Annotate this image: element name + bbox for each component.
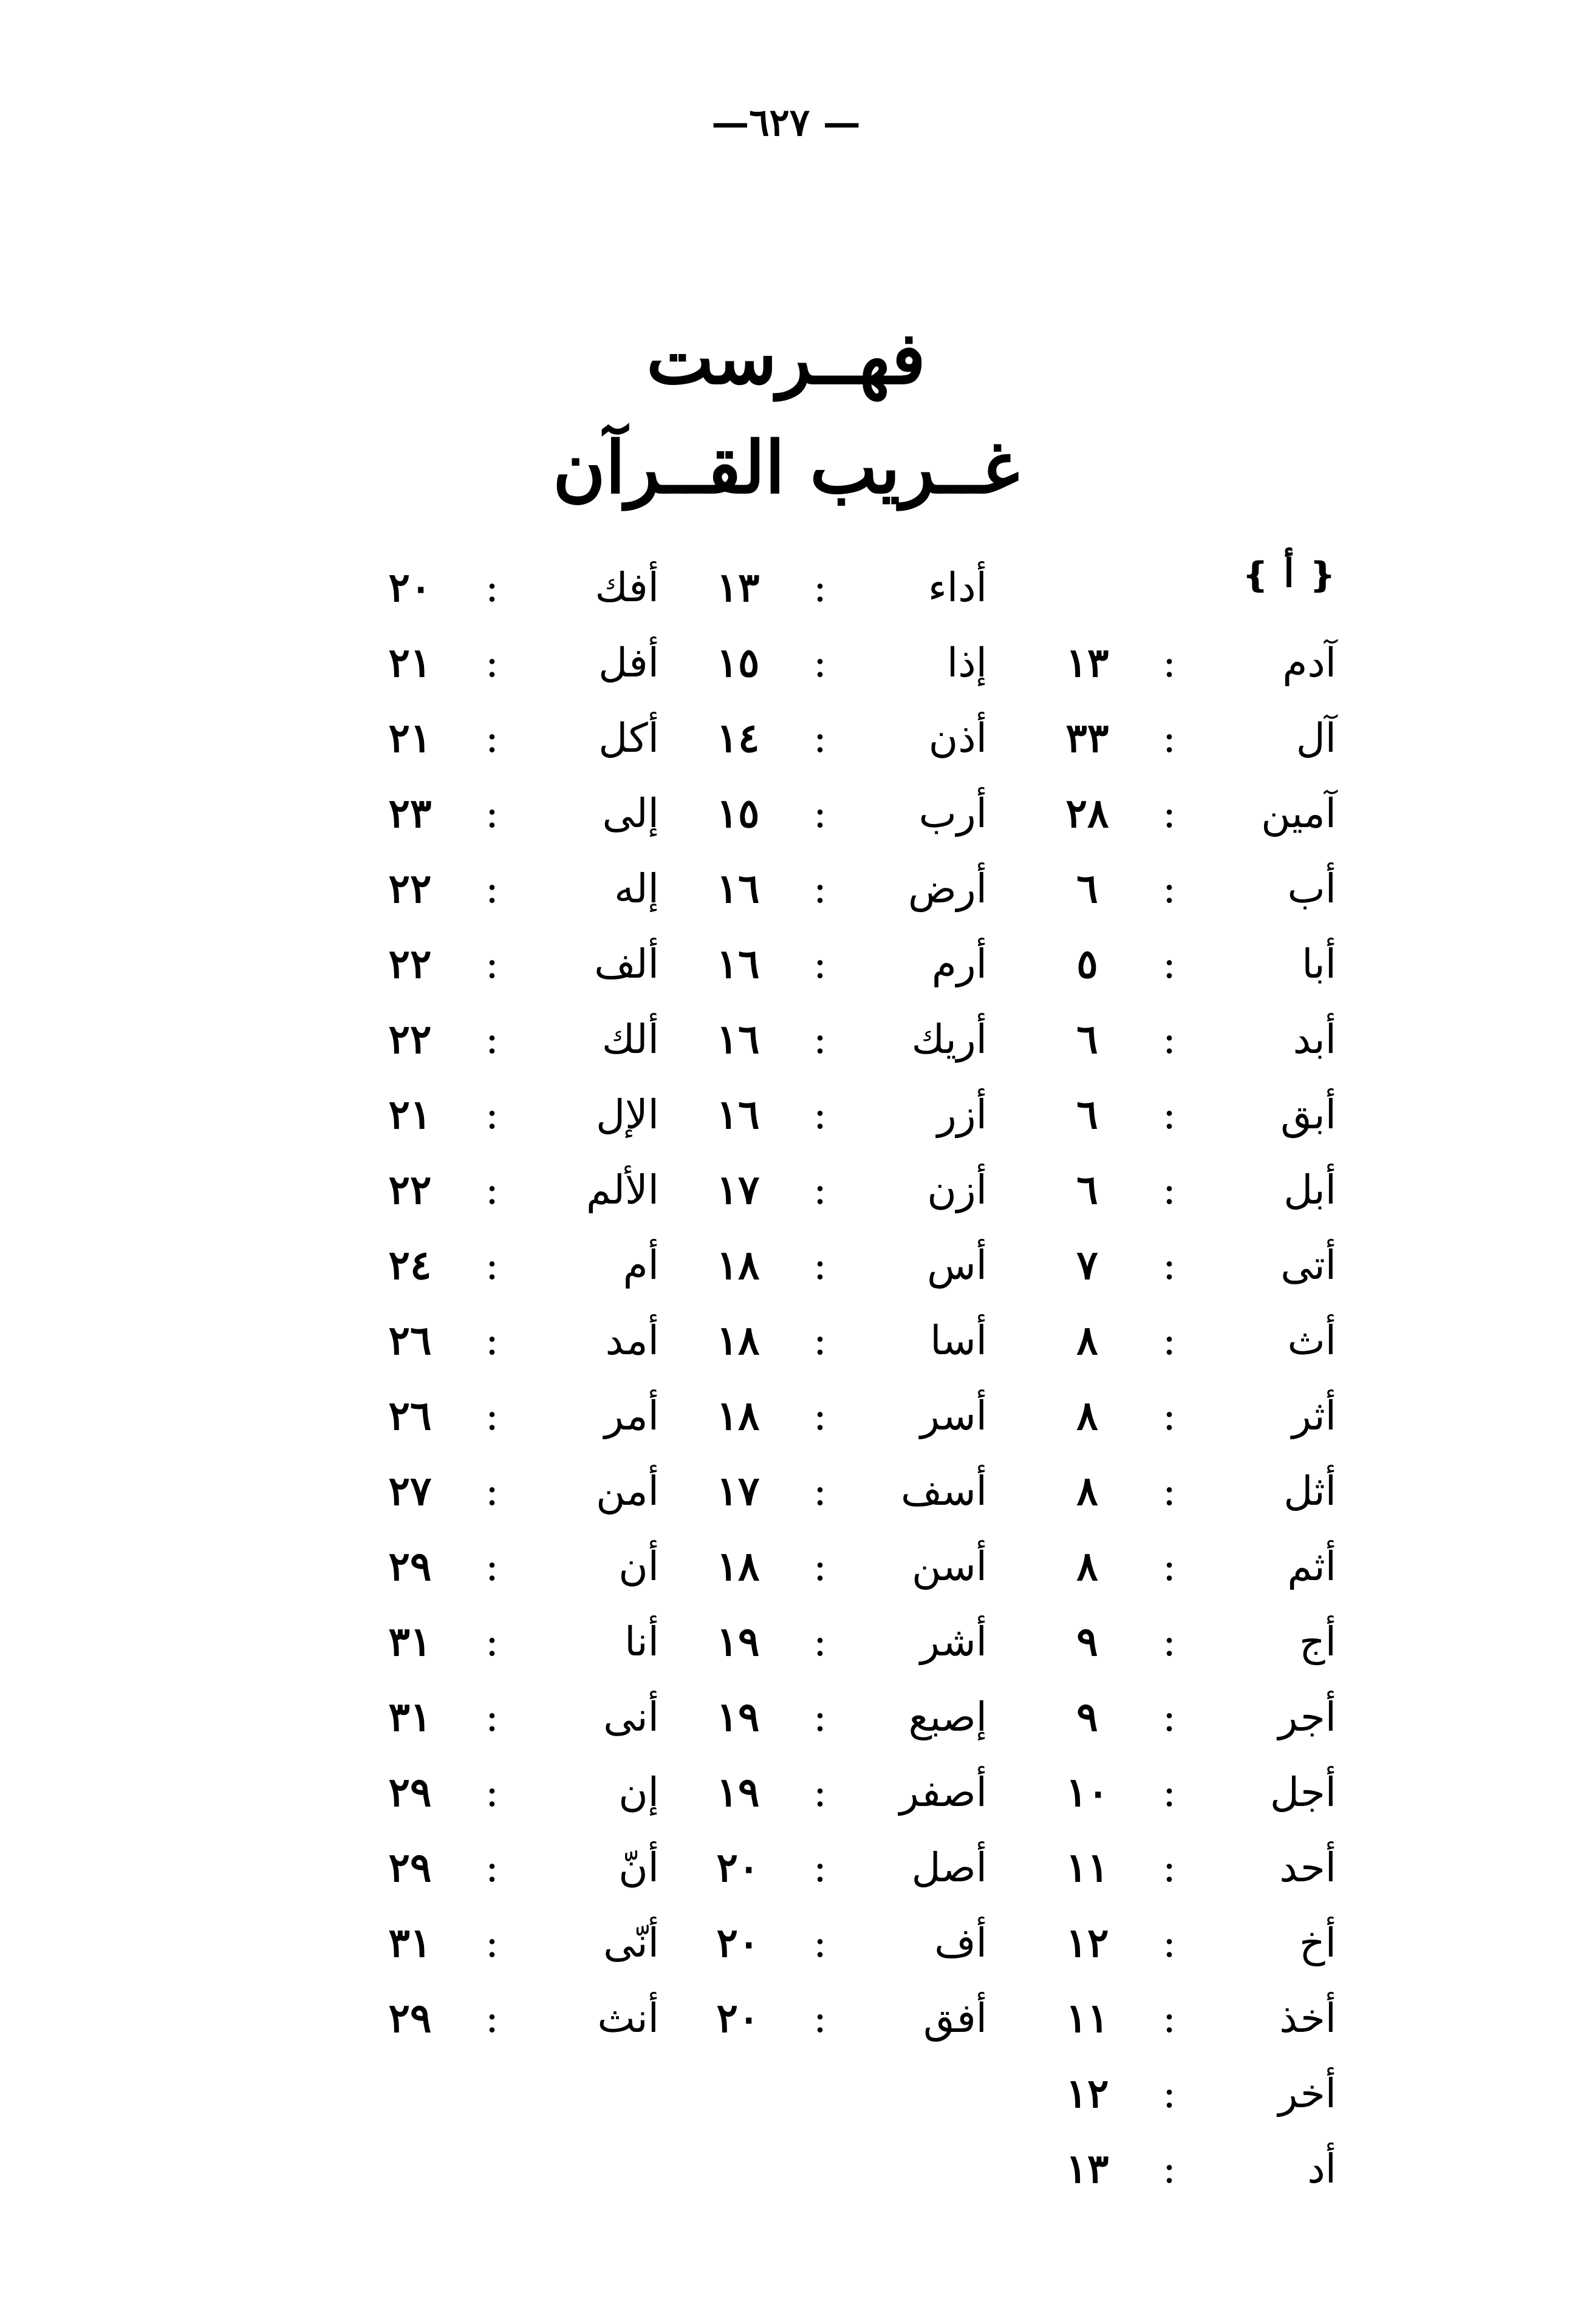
index-entry-page: ١٢ bbox=[1065, 2070, 1109, 2117]
index-entry-word: إلى bbox=[602, 789, 659, 837]
index-entry-word: أبل bbox=[1283, 1166, 1336, 1213]
index-entry-page: ٢١ bbox=[388, 1091, 432, 1138]
index-entry-separator: : bbox=[1162, 1618, 1177, 1665]
index-entry-separator: : bbox=[1162, 1015, 1177, 1063]
index-entry-word: أزر bbox=[937, 1091, 987, 1138]
section-letter: أ bbox=[1283, 551, 1294, 596]
index-entry bbox=[1008, 1152, 1348, 1227]
index-entry-page: ٣١ bbox=[388, 1693, 432, 1740]
index-entry bbox=[659, 1378, 999, 1453]
index-entry-separator: : bbox=[485, 1166, 499, 1213]
index-entry-page: ١٨ bbox=[716, 1392, 760, 1439]
index-entry bbox=[659, 1905, 999, 1980]
index-entry-word: آمين bbox=[1261, 789, 1336, 837]
index-entry-word: أسر bbox=[920, 1392, 987, 1439]
index-entry bbox=[331, 1453, 671, 1528]
index-entry-page: ١٨ bbox=[716, 1542, 760, 1590]
index-entry bbox=[331, 851, 671, 926]
index-entry-word: أداء bbox=[928, 564, 987, 611]
index-entry bbox=[331, 926, 671, 1001]
index-entry bbox=[1008, 1227, 1348, 1303]
index-entry-word: أس bbox=[927, 1241, 987, 1289]
index-entry-separator: : bbox=[1162, 1919, 1177, 1966]
index-entry-separator: : bbox=[813, 1844, 827, 1891]
index-entry-page: ٨ bbox=[1076, 1317, 1098, 1364]
index-entry-page: ٥ bbox=[1076, 940, 1098, 987]
index-entry bbox=[331, 1152, 671, 1227]
index-entry-separator: : bbox=[813, 714, 827, 762]
index-column-middle bbox=[659, 550, 999, 2056]
index-entry-separator: : bbox=[813, 639, 827, 686]
index-entry bbox=[331, 625, 671, 700]
index-entry-page: ١٩ bbox=[716, 1768, 760, 1816]
index-entry-separator: : bbox=[485, 1317, 499, 1364]
index-entry-word: أصفر bbox=[899, 1768, 987, 1816]
index-entry bbox=[659, 1227, 999, 1303]
index-entry-word: إذا bbox=[946, 639, 987, 686]
index-entry bbox=[1008, 1303, 1348, 1378]
index-entry-word: أصل bbox=[911, 1844, 987, 1891]
index-entry-word: أمن bbox=[596, 1467, 659, 1515]
index-entry-page: ٣١ bbox=[388, 1919, 432, 1966]
index-entry-page: ٢٦ bbox=[388, 1392, 432, 1439]
index-entry-separator: : bbox=[485, 789, 499, 837]
index-entry-word: أرم bbox=[931, 940, 987, 987]
index-entry-word: أرب bbox=[918, 789, 987, 837]
index-entry-word: إن bbox=[618, 1768, 659, 1816]
index-entry bbox=[331, 1679, 671, 1754]
index-entry-separator: : bbox=[813, 1467, 827, 1515]
index-entry-separator: : bbox=[813, 789, 827, 837]
index-entry-word: أثر bbox=[1291, 1392, 1336, 1439]
index-entry-word: أرض bbox=[907, 865, 987, 912]
section-header-alif bbox=[1008, 550, 1348, 625]
index-entry-separator: : bbox=[813, 1994, 827, 2042]
index-entry-page: ٢٤ bbox=[388, 1241, 432, 1289]
index-entry-word: أبا bbox=[1302, 940, 1336, 987]
index-entry bbox=[1008, 2056, 1348, 2131]
index-entry-word: إصبع bbox=[908, 1693, 987, 1740]
index-entry bbox=[659, 1453, 999, 1528]
index-entry-separator: : bbox=[485, 1015, 499, 1063]
index-entry bbox=[331, 1528, 671, 1604]
index-entry bbox=[331, 1378, 671, 1453]
index-entry-page: ٢٩ bbox=[388, 1542, 432, 1590]
index-entry bbox=[331, 1227, 671, 1303]
index-entry-page: ٢٠ bbox=[388, 564, 432, 611]
index-entry-separator: : bbox=[485, 1618, 499, 1665]
index-entry bbox=[1008, 1001, 1348, 1077]
index-entry bbox=[659, 1980, 999, 2056]
index-entry-separator: : bbox=[485, 1919, 499, 1966]
index-entry-separator: : bbox=[1162, 1241, 1177, 1289]
index-entry-separator: : bbox=[485, 1241, 499, 1289]
index-entry-word: أشر bbox=[920, 1618, 987, 1665]
index-entry-separator: : bbox=[813, 1091, 827, 1138]
index-entry-separator: : bbox=[485, 714, 499, 762]
index-entry bbox=[331, 550, 671, 625]
index-entry bbox=[1008, 775, 1348, 851]
index-entry bbox=[1008, 625, 1348, 700]
index-entry-page: ٢٣ bbox=[388, 789, 432, 837]
index-entry-page: ٢١ bbox=[388, 714, 432, 762]
index-entry-page: ٢٧ bbox=[388, 1467, 432, 1515]
index-entry bbox=[1008, 1453, 1348, 1528]
index-entry-separator: : bbox=[485, 564, 499, 611]
index-entry-separator: : bbox=[813, 1693, 827, 1740]
index-entry-separator: : bbox=[1162, 2070, 1177, 2117]
index-entry bbox=[331, 1604, 671, 1679]
index-entry-page: ١٦ bbox=[716, 940, 760, 987]
index-entry bbox=[331, 1980, 671, 2056]
index-entry bbox=[331, 775, 671, 851]
index-entry-page: ٢٢ bbox=[388, 1015, 432, 1063]
index-entry bbox=[659, 1001, 999, 1077]
index-entry-separator: : bbox=[1162, 1693, 1177, 1740]
index-entry-page: ٢٠ bbox=[716, 1844, 760, 1891]
index-entry-word: أجل bbox=[1270, 1768, 1336, 1816]
index-entry-word: أفق bbox=[923, 1994, 987, 2042]
index-entry-word: أخذ bbox=[1279, 1994, 1336, 2042]
index-entry-word: أثم bbox=[1287, 1542, 1336, 1590]
index-entry bbox=[1008, 1754, 1348, 1830]
index-entry bbox=[331, 700, 671, 775]
index-entry-separator: : bbox=[1162, 1844, 1177, 1891]
index-entry-word: آل bbox=[1296, 714, 1336, 762]
index-entry bbox=[331, 1754, 671, 1830]
index-entry bbox=[1008, 1679, 1348, 1754]
index-entry-page: ٦ bbox=[1076, 1015, 1098, 1063]
index-entry-word: أذن bbox=[928, 714, 987, 762]
index-entry-separator: : bbox=[813, 1542, 827, 1590]
index-entry bbox=[1008, 1905, 1348, 1980]
index-entry-separator: : bbox=[813, 940, 827, 987]
index-entry-page: ١٢ bbox=[1065, 1919, 1109, 1966]
index-entry-page: ٢٠ bbox=[716, 1994, 760, 2042]
index-entry-page: ٣٣ bbox=[1065, 714, 1109, 762]
index-entry-page: ٨ bbox=[1076, 1467, 1098, 1515]
index-entry bbox=[1008, 700, 1348, 775]
index-entry-word: أج bbox=[1299, 1618, 1336, 1665]
index-entry-word: أبق bbox=[1280, 1091, 1336, 1138]
index-entry-separator: : bbox=[1162, 1317, 1177, 1364]
index-entry-page: ١١ bbox=[1065, 1844, 1109, 1891]
index-entry-word: أفك bbox=[595, 564, 659, 611]
index-entry-separator: : bbox=[1162, 865, 1177, 912]
index-entry bbox=[659, 775, 999, 851]
index-title: فهــرست bbox=[646, 316, 926, 400]
index-entry-word: أنا bbox=[624, 1618, 659, 1665]
index-entry-page: ١٥ bbox=[716, 789, 760, 837]
index-entry-word: أف bbox=[934, 1919, 987, 1966]
ornament-left-icon: ❴ bbox=[1308, 555, 1336, 595]
index-entry-word: أجر bbox=[1278, 1693, 1336, 1740]
index-entry-page: ١٦ bbox=[716, 865, 760, 912]
index-entry-page: ٧ bbox=[1076, 1241, 1098, 1289]
index-entry bbox=[331, 1001, 671, 1077]
index-entry-separator: : bbox=[813, 1166, 827, 1213]
index-entry-word: أب bbox=[1287, 865, 1336, 912]
index-entry-page: ٢١ bbox=[388, 639, 432, 686]
index-column-left bbox=[331, 550, 671, 2056]
index-entry-word: أمد bbox=[605, 1317, 659, 1364]
page-number: — ٦٢٧— bbox=[711, 100, 861, 145]
index-entry-word: أم bbox=[623, 1241, 659, 1289]
index-entry-page: ١٤ bbox=[716, 714, 760, 762]
index-entry bbox=[1008, 1528, 1348, 1604]
index-entry-page: ٢٦ bbox=[388, 1317, 432, 1364]
index-entry-page: ٦ bbox=[1076, 1091, 1098, 1138]
index-entry bbox=[1008, 1378, 1348, 1453]
index-entry-page: ٩ bbox=[1076, 1618, 1098, 1665]
index-entry-separator: : bbox=[1162, 1091, 1177, 1138]
index-entry-word: أسف bbox=[901, 1467, 987, 1515]
index-entry bbox=[659, 625, 999, 700]
index-subtitle: غــريب القــرآن bbox=[553, 425, 1019, 509]
index-entry-word: أفل bbox=[598, 639, 659, 686]
index-entry-separator: : bbox=[1162, 1392, 1177, 1439]
index-entry-page: ٢٩ bbox=[388, 1994, 432, 2042]
index-entry-separator: : bbox=[813, 865, 827, 912]
index-entry bbox=[659, 1303, 999, 1378]
index-entry-separator: : bbox=[485, 1392, 499, 1439]
index-entry bbox=[659, 700, 999, 775]
index-entry-page: ١١ bbox=[1065, 1994, 1109, 2042]
index-entry bbox=[1008, 2131, 1348, 2206]
index-entry-separator: : bbox=[1162, 639, 1177, 686]
index-entry-page: ١٩ bbox=[716, 1618, 760, 1665]
index-entry-word: أزن bbox=[927, 1166, 987, 1213]
index-entry-word: الإل bbox=[596, 1091, 659, 1138]
index-entry-separator: : bbox=[1162, 1467, 1177, 1515]
index-entry-word: آدم bbox=[1282, 639, 1336, 686]
index-entry-separator: : bbox=[813, 1618, 827, 1665]
index-entry-page: ٨ bbox=[1076, 1542, 1098, 1590]
index-entry bbox=[331, 1830, 671, 1905]
index-entry-separator: : bbox=[1162, 1542, 1177, 1590]
index-entry-page: ٢٢ bbox=[388, 865, 432, 912]
index-entry bbox=[659, 1754, 999, 1830]
index-entry-page: ١٧ bbox=[716, 1166, 760, 1213]
index-entry-separator: : bbox=[485, 639, 499, 686]
index-entry-word: أريك bbox=[911, 1015, 987, 1063]
index-entry-page: ٢٢ bbox=[388, 940, 432, 987]
index-entry-separator: : bbox=[485, 1542, 499, 1590]
index-entry-page: ٦ bbox=[1076, 865, 1098, 912]
index-entry-page: ١٦ bbox=[716, 1015, 760, 1063]
index-entry-separator: : bbox=[485, 940, 499, 987]
index-entry-page: ١٣ bbox=[716, 564, 760, 611]
index-entry-word: أحد bbox=[1279, 1844, 1336, 1891]
index-entry bbox=[659, 851, 999, 926]
index-entry bbox=[659, 1679, 999, 1754]
index-entry bbox=[659, 1152, 999, 1227]
index-entry-word: أنث bbox=[597, 1994, 659, 2042]
index-entry-word: أث bbox=[1287, 1317, 1336, 1364]
index-entry bbox=[331, 1303, 671, 1378]
index-entry-word: أكل bbox=[598, 714, 659, 762]
index-entry-separator: : bbox=[1162, 714, 1177, 762]
index-entry-page: ٦ bbox=[1076, 1166, 1098, 1213]
index-entry-word: الألم bbox=[586, 1166, 659, 1213]
index-entry-word: أبد bbox=[1293, 1015, 1336, 1063]
index-entry-page: ٢٩ bbox=[388, 1844, 432, 1891]
index-entry bbox=[1008, 1077, 1348, 1152]
index-entry bbox=[1008, 1604, 1348, 1679]
ornament-right-icon: ❵ bbox=[1241, 555, 1270, 595]
index-entry-page: ١٣ bbox=[1065, 639, 1109, 686]
index-entry-page: ٢٨ bbox=[1065, 789, 1109, 837]
index-entry bbox=[1008, 1980, 1348, 2056]
index-entry bbox=[659, 550, 999, 625]
index-entry-word: ألك bbox=[601, 1015, 659, 1063]
index-entry bbox=[659, 1604, 999, 1679]
index-entry-separator: : bbox=[485, 1768, 499, 1816]
index-entry-page: ١٠ bbox=[1065, 1768, 1109, 1816]
index-entry-separator: : bbox=[485, 1994, 499, 2042]
index-entry-separator: : bbox=[1162, 2145, 1177, 2192]
index-entry-page: ١٦ bbox=[716, 1091, 760, 1138]
index-entry-word: أسن bbox=[912, 1542, 987, 1590]
index-entry bbox=[659, 1528, 999, 1604]
index-entry-separator: : bbox=[813, 1919, 827, 1966]
index-entry-page: ١٩ bbox=[716, 1693, 760, 1740]
index-entry-separator: : bbox=[485, 1693, 499, 1740]
index-entry bbox=[659, 926, 999, 1001]
index-entry-word: أنّى bbox=[603, 1919, 659, 1966]
index-entry-word: أن bbox=[618, 1542, 659, 1590]
index-entry-word: أسا bbox=[930, 1317, 987, 1364]
index-entry bbox=[331, 1077, 671, 1152]
index-column-right bbox=[1008, 550, 1348, 2206]
index-entry-separator: : bbox=[813, 1015, 827, 1063]
index-entry-word: أثل bbox=[1283, 1467, 1336, 1515]
index-entry-separator: : bbox=[813, 564, 827, 611]
index-entry bbox=[1008, 851, 1348, 926]
index-entry-page: ١٧ bbox=[716, 1467, 760, 1515]
index-entry-word: أخر bbox=[1278, 2070, 1336, 2117]
index-entry-page: ٢٠ bbox=[716, 1919, 760, 1966]
index-entry bbox=[1008, 1830, 1348, 1905]
index-entry-page: ١٣ bbox=[1065, 2145, 1109, 2192]
index-entry-word: أنى bbox=[603, 1693, 659, 1740]
index-entry-word: ألف bbox=[594, 940, 659, 987]
index-entry-page: ١٥ bbox=[716, 639, 760, 686]
index-entry-separator: : bbox=[1162, 1994, 1177, 2042]
index-entry bbox=[331, 1905, 671, 1980]
index-entry-word: أنّ bbox=[618, 1844, 659, 1891]
index-entry-separator: : bbox=[813, 1241, 827, 1289]
index-entry-word: أخ bbox=[1299, 1919, 1336, 1966]
index-entry-separator: : bbox=[485, 1467, 499, 1515]
index-entry-separator: : bbox=[813, 1317, 827, 1364]
index-entry-page: ٢٩ bbox=[388, 1768, 432, 1816]
index-entry-separator: : bbox=[1162, 940, 1177, 987]
index-entry-page: ١٨ bbox=[716, 1241, 760, 1289]
index-entry-page: ٢٢ bbox=[388, 1166, 432, 1213]
index-entry-page: ٩ bbox=[1076, 1693, 1098, 1740]
index-entry-separator: : bbox=[485, 1091, 499, 1138]
index-entry-separator: : bbox=[1162, 789, 1177, 837]
index-entry-word: إله bbox=[614, 865, 659, 912]
index-entry-separator: : bbox=[813, 1768, 827, 1816]
index-entry-separator: : bbox=[485, 1844, 499, 1891]
index-entry-separator: : bbox=[1162, 1768, 1177, 1816]
index-entry-word: أتى bbox=[1280, 1241, 1336, 1289]
index-entry bbox=[1008, 926, 1348, 1001]
index-entry-word: أمر bbox=[604, 1392, 659, 1439]
index-entry-page: ٣١ bbox=[388, 1618, 432, 1665]
index-entry-page: ١٨ bbox=[716, 1317, 760, 1364]
index-entry bbox=[659, 1077, 999, 1152]
index-entry-page: ٨ bbox=[1076, 1392, 1098, 1439]
index-entry bbox=[659, 1830, 999, 1905]
index-entry-separator: : bbox=[485, 865, 499, 912]
index-entry-word: أد bbox=[1307, 2145, 1336, 2192]
index-entry-separator: : bbox=[1162, 1166, 1177, 1213]
index-entry-separator: : bbox=[813, 1392, 827, 1439]
